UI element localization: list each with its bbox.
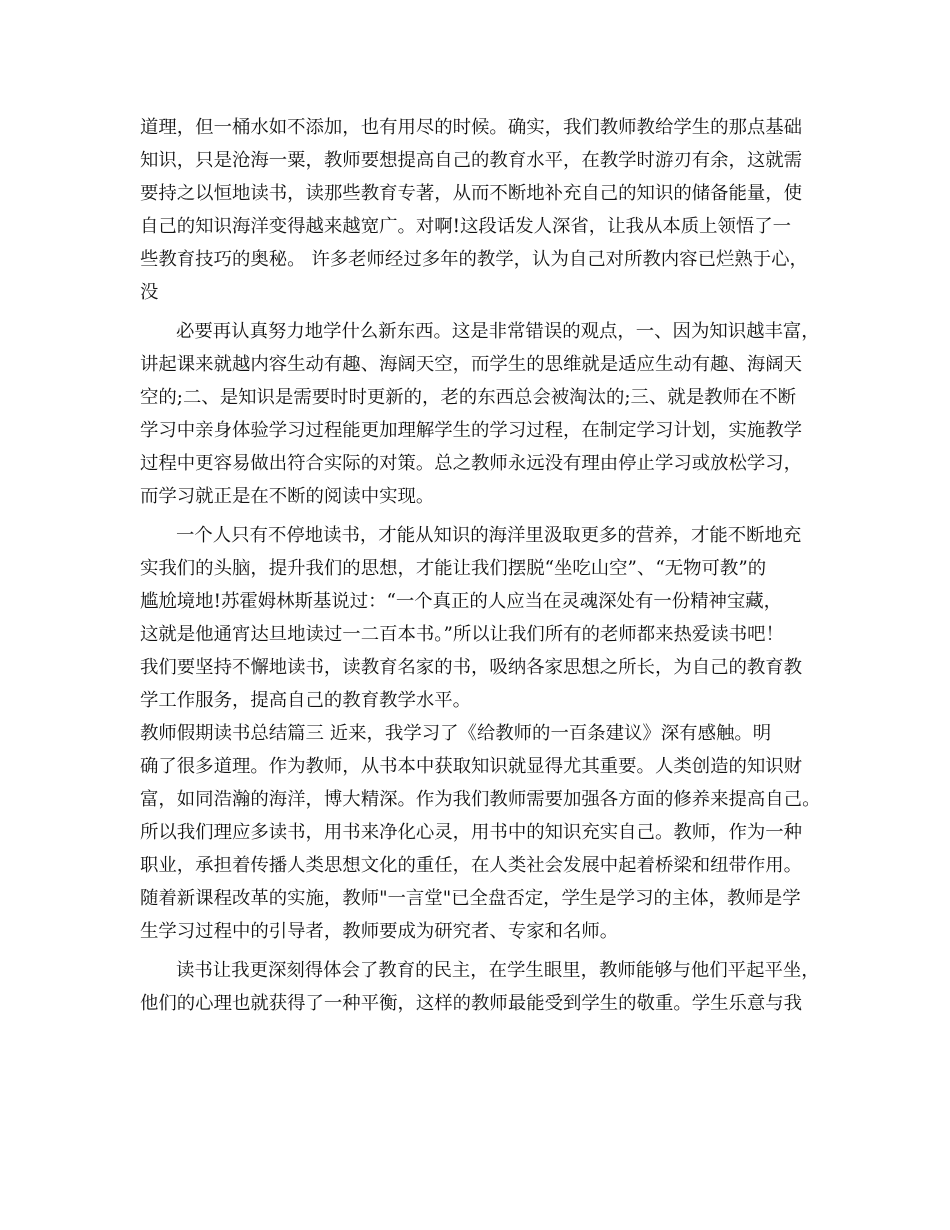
text-line: 实我们的头脑，提升我们的思想，才能让我们摆脱“坐吃山空”、“无物可教”的 (140, 558, 767, 579)
text-line: 这就是他通宵达旦地读过一二百本书。”所以让我们所有的老师都来热爱读书吧！ (140, 624, 784, 645)
text-line: 没 (140, 282, 159, 303)
text-line: 空的;二、是知识是需要时时更新的，老的东西总会被淘汰的;三、就是教师在不断 (140, 387, 797, 408)
text-line: 要持之以恒地读书，读那些教育专著，从而不断地补充自己的知识的储备能量，使 (140, 183, 803, 204)
text-line: 我们要坚持不懈地读书，读教育名家的书，吸纳各家思想之所长，为自己的教育教 (140, 657, 803, 678)
text-line: 所以我们理应多读书，用书来净化心灵，用书中的知识充实自己。教师，作为一种 (140, 822, 803, 843)
text-line: 讲起课来就越内容生动有趣、海阔天空，而学生的思维就是适应生动有趣、海阔天 (140, 354, 803, 375)
text-line: 学工作服务，提高自己的教育教学水平。 (140, 690, 472, 711)
text-line: 尴尬境地!苏霍姆林斯基说过：“一个真正的人应当在灵魂深处有一份精神宝藏， (140, 591, 783, 612)
text-line: 道理，但一桶水如不添加，也有用尽的时候。确实，我们教师教给学生的那点基础 (140, 117, 803, 138)
text-line: 富，如同浩瀚的海洋，博大精深。作为我们教师需要加强各方面的修养来提高自己。 (140, 789, 821, 810)
section-heading-line: 教师假期读书总结篇三 近来，我学习了《给教师的一百条建议》深有感触。明 (140, 723, 772, 744)
text-line: 生学习过程中的引导者，教师要成为研究者、专家和名师。 (140, 921, 619, 942)
text-line: 读书让我更深刻得体会了教育的民主，在学生眼里，教师能够与他们平起平坐， (176, 960, 820, 981)
text-line: 知识，只是沧海一粟，教师要想提高自己的教育水平，在教学时游刃有余，这就需 (140, 150, 803, 171)
text-line: 必要再认真努力地学什么新东西。这是非常错误的观点，一、因为知识越丰富， (176, 321, 820, 342)
text-line: 他们的心理也就获得了一种平衡，这样的教师最能受到学生的敬重。学生乐意与我 (140, 993, 803, 1014)
text-line: 确了很多道理。作为教师，从书本中获取知识就显得尤其重要。人类创造的知识财 (140, 756, 803, 777)
text-line: 自己的知识海洋变得越来越宽广。对啊!这段话发人深省，让我从本质上领悟了一 (140, 216, 792, 237)
text-line: 随着新课程改革的实施，教师"一言堂"已全盘否定，学生是学习的主体，教师是学 (140, 888, 801, 909)
text-line: 而学习就正是在不断的阅读中实现。 (140, 486, 435, 507)
text-line: 一个人只有不停地读书，才能从知识的海洋里汲取更多的营养，才能不断地充 (176, 525, 802, 546)
text-line: 学习中亲身体验学习过程能更加理解学生的学习过程，在制定学习计划，实施教学 (140, 420, 803, 441)
text-line: 职业，承担着传播人类思想文化的重任，在人类社会发展中起着桥梁和纽带作用。 (140, 855, 803, 876)
text-line: 过程中更容易做出符合实际的对策。总之教师永远没有理由停止学习或放松学习， (140, 453, 803, 474)
text-line: 些教育技巧的奥秘。 许多老师经过多年的教学，认为自己对所教内容已烂熟于心， (140, 249, 808, 270)
